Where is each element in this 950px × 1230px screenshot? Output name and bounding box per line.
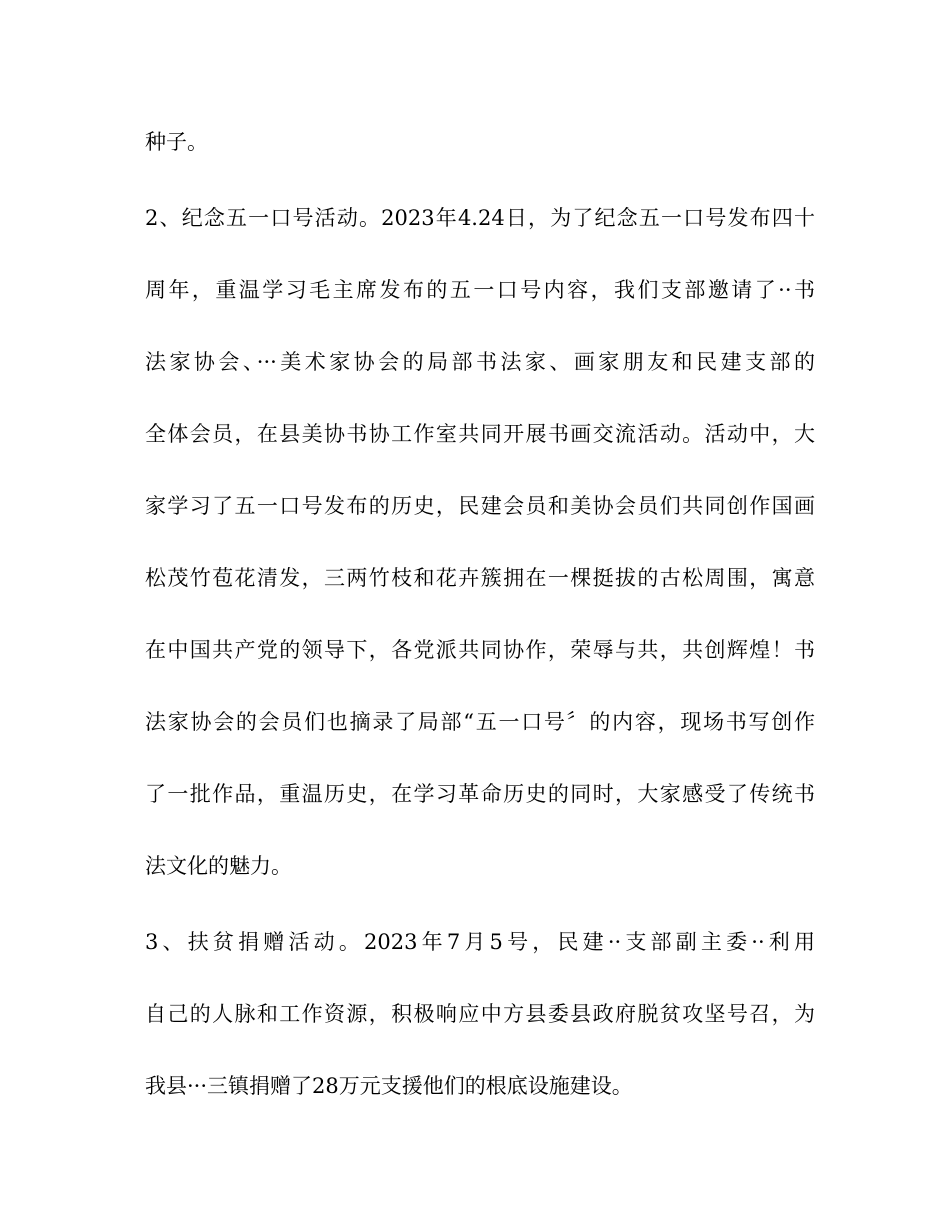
text-line-8: 在中国共产党的领导下，各党派共同协作，荣辱与共，共创辉煌！书 <box>145 638 815 662</box>
text-line-11: 法文化的魅力。 <box>145 854 292 878</box>
text-line-1: 种子。 <box>145 130 208 154</box>
text-line-4: 法家协会、···美术家协会的局部书法家、画家朋友和民建支部的 <box>145 350 815 374</box>
text-line-10: 了一批作品，重温历史，在学习革命历史的同时，大家感受了传统书 <box>145 782 815 806</box>
text-line-13: 自己的人脉和工作资源，积极响应中方县委县政府脱贫攻坚号召，为 <box>145 1002 815 1026</box>
text-line-2: 2、纪念五一口号活动。2023年4.24日，为了纪念五一口号发布四十 <box>145 206 815 230</box>
text-line-14: 我县···三镇捐赠了28万元支援他们的根底设施建设。 <box>145 1074 633 1098</box>
text-line-9: 法家协会的会员们也摘录了局部“五一口号〞的内容，现场书写创作 <box>145 710 815 734</box>
text-line-12: 3、扶贫捐赠活动。2023年7月5号，民建··支部副主委··利用 <box>145 930 815 954</box>
text-line-6: 家学习了五一口号发布的历史，民建会员和美协会员们共同创作国画 <box>145 494 815 518</box>
text-line-3: 周年，重温学习毛主席发布的五一口号内容，我们支部邀请了··书 <box>145 278 815 302</box>
text-line-5: 全体会员，在县美协书协工作室共同开展书画交流活动。活动中，大 <box>145 422 815 446</box>
text-line-7: 松茂竹苞花清发，三两竹枝和花卉簇拥在一棵挺拔的古松周围，寓意 <box>145 566 815 590</box>
